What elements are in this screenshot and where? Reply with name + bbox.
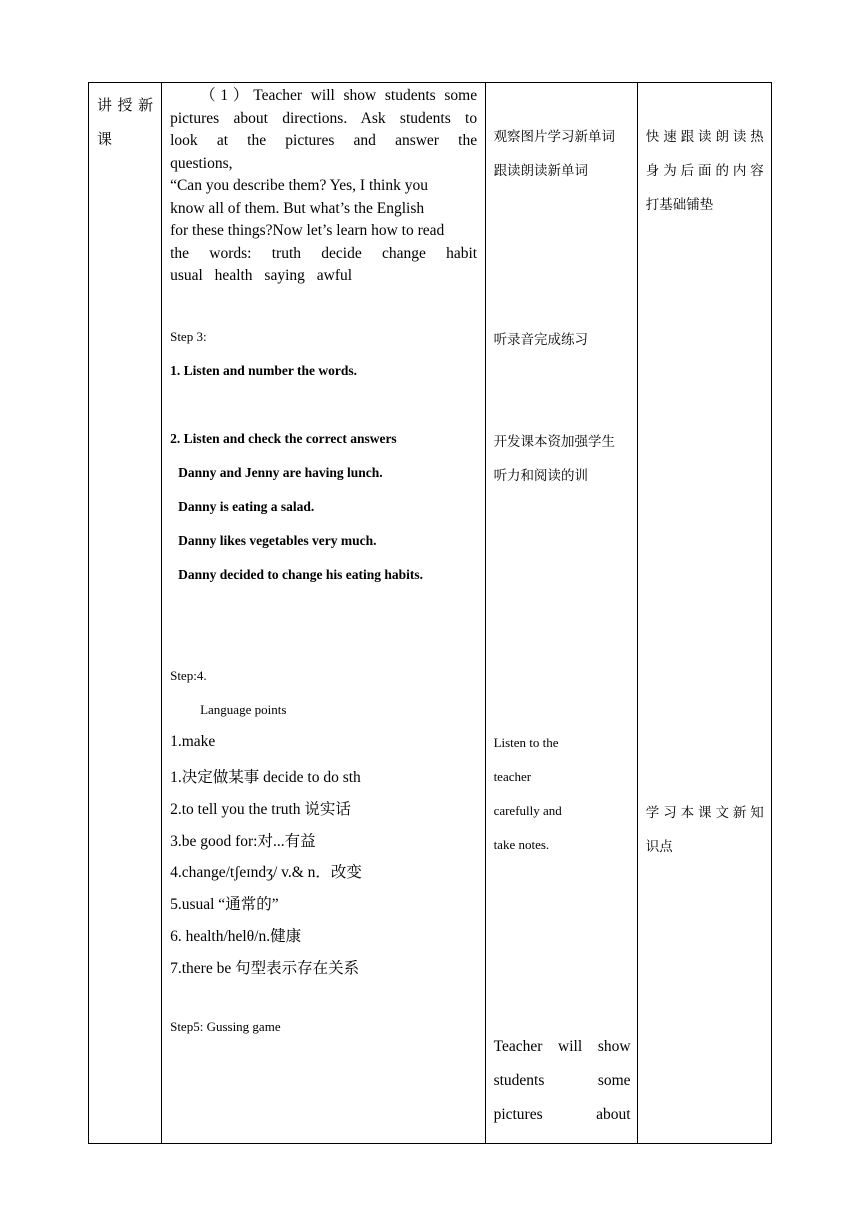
develop-line: 开发课本资加强学生 <box>493 434 616 450</box>
warmup-line: 快速跟读朗读热 <box>645 129 764 145</box>
observe-line: 跟读朗读新单词 <box>493 163 589 179</box>
statement-item: Danny and Jenny are having lunch. <box>178 465 383 480</box>
design-intent-cell <box>637 83 771 1144</box>
intro-line: for these things?Now let’s learn how to read <box>170 222 445 239</box>
language-point: 1.决定做某事 decide to do sth <box>170 769 361 786</box>
listen-notes-line: teacher <box>493 769 532 784</box>
listen-notes-line: take notes. <box>493 837 550 852</box>
step5-heading: Step5: Gussing game <box>170 1019 281 1034</box>
language-point: 3.be good for:对...有益 <box>170 833 316 850</box>
language-point: 7.there be 句型表示存在关系 <box>170 960 360 977</box>
listen-notes-line: carefully and <box>493 803 562 818</box>
learn-line: 识点 <box>645 839 673 855</box>
intro-line: usual health saying awful <box>170 267 353 284</box>
observe-line: 观察图片学习新单词 <box>493 129 616 145</box>
section-label <box>89 83 161 157</box>
intro-line: “Can you describe them? Yes, I think you <box>170 177 428 194</box>
language-point: 1.make <box>170 733 216 750</box>
step3-heading: Step 3: <box>170 329 207 344</box>
intro-line: know all of them. But what’s the English <box>170 199 425 217</box>
teacher-line: students some <box>493 1072 631 1089</box>
statement-item: Danny decided to change his eating habits. <box>178 567 424 582</box>
intro-line: look at the pictures and answer the <box>170 132 478 149</box>
statement-item: Danny likes vegetables very much. <box>178 533 377 548</box>
statement-item: Danny is eating a salad. <box>178 499 315 514</box>
task1-heading: 1. Listen and number the words. <box>170 363 357 378</box>
warmup-line: 身为后面的内容 <box>645 163 764 179</box>
teaching-content-cell <box>162 83 485 1144</box>
teacher-line: Teacher will show <box>493 1038 631 1055</box>
teacher-line: pictures about <box>493 1106 631 1123</box>
student-activity-cell <box>485 83 637 1144</box>
language-point: 2.to tell you the truth 说实话 <box>170 801 351 818</box>
section-label-line-1: 讲 授 新 <box>97 98 154 114</box>
develop-line: 听力和阅读的训 <box>493 468 589 484</box>
intro-line: questions, <box>170 154 233 172</box>
warmup-line: 打基础铺垫 <box>645 197 714 213</box>
lesson-plan-table <box>88 82 772 1144</box>
step4-heading: Step:4. <box>170 668 207 683</box>
section-label-line-2: 课 <box>97 132 113 148</box>
intro-line: pictures about directions. Ask students to <box>170 109 478 127</box>
language-point: 5.usual “通常的” <box>170 896 279 913</box>
language-point: 6. health/helθ/n.健康 <box>170 928 302 945</box>
task2-heading: 2. Listen and check the correct answers <box>170 431 397 446</box>
intro-paragraph <box>170 85 477 288</box>
language-point: 4.change/tʃeɪndʒ/ v.& n．改变 <box>170 864 362 881</box>
listen-notes-line: Listen to the <box>493 735 559 750</box>
listen-exercise-text: 听录音完成练习 <box>493 332 589 348</box>
intro-line: the words: truth decide change habit <box>170 244 478 262</box>
language-points-heading: Language points <box>200 702 287 717</box>
learn-line: 学习本课文新知 <box>645 805 764 821</box>
intro-line: （1）Teacher will show students some <box>200 87 478 104</box>
section-label-cell <box>89 83 162 1144</box>
